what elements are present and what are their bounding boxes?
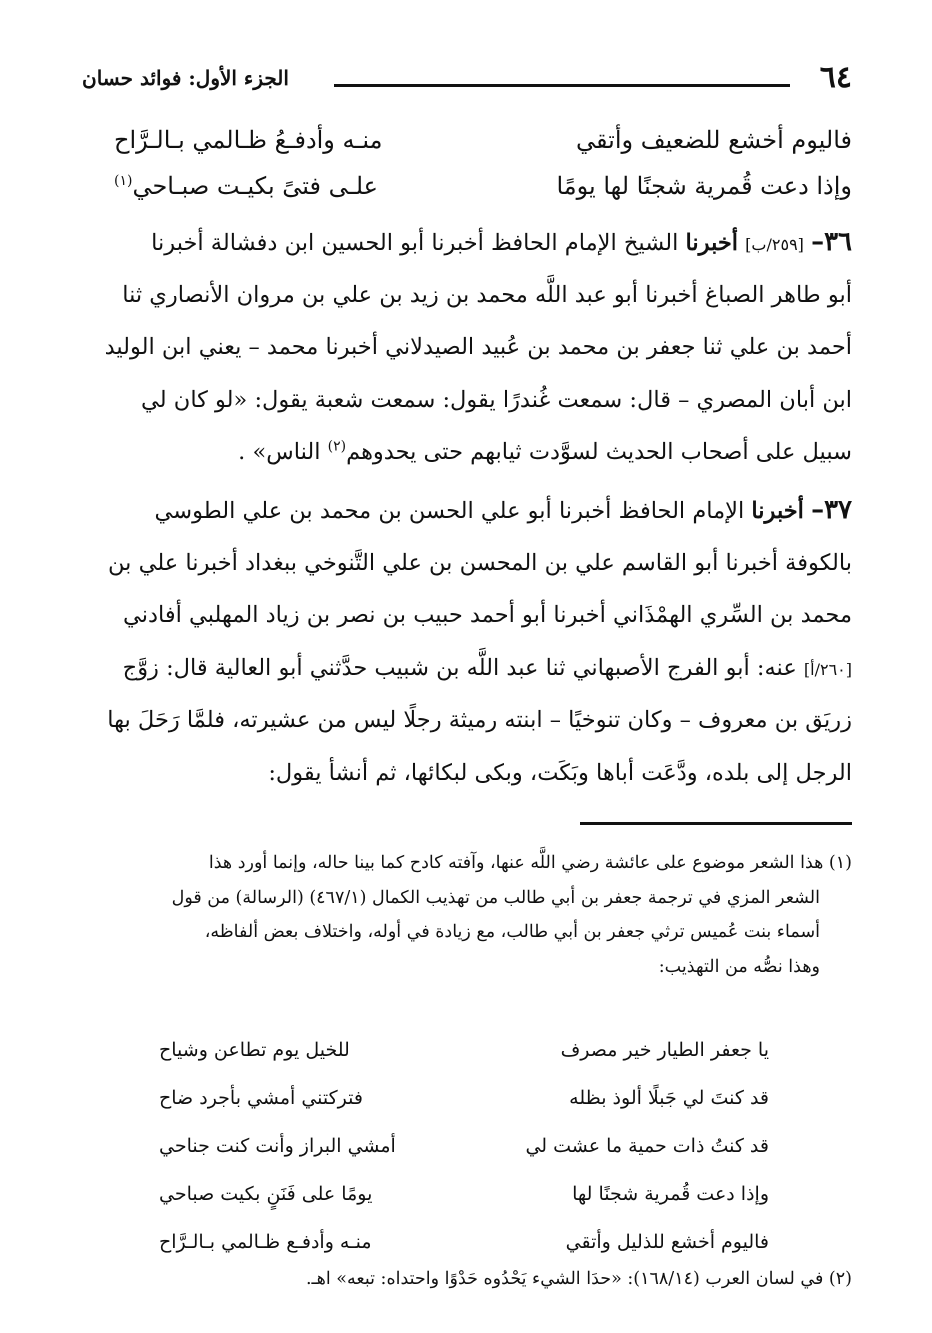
verse-second-hemistich: يومًا على فَنَنٍ بكيت صباحي xyxy=(159,1183,373,1205)
hadith-36 xyxy=(80,216,852,479)
footnote-line: (١) هذا الشعر موضوع على عائشة رضي اللَّه عنها، وآفته كادح كما بينا حاله، وإنما أورد هذا xyxy=(208,853,852,873)
footnote-verse xyxy=(159,1026,769,1074)
text-line: أبو طاهر الصباغ أخبرنا أبو عبد اللَّه محمد بن زيد بن علي بن مروان الأنصاري ثنا xyxy=(122,281,852,308)
footnote-verse xyxy=(159,1074,769,1122)
text-line: بالكوفة أخبرنا أبو القاسم علي بن المحسن بن علي التَّنوخي ببغداد أخبرنا علي بن xyxy=(108,549,852,576)
verse-second-hemistich: فتركتني أمشي بأجرد ضاح xyxy=(159,1087,363,1109)
text-line xyxy=(80,216,852,269)
verse-second-hemistich: للخيل يوم تطاعن وشياح xyxy=(159,1039,350,1061)
footnote-1 xyxy=(80,846,852,984)
header-rule xyxy=(334,84,790,87)
text-line: أحمد بن علي ثنا جعفر بن محمد بن عُبيد الصيدلاني أخبرنا محمد – يعني ابن الوليد xyxy=(104,334,852,361)
verse-second-hemistich xyxy=(114,162,378,210)
hadith-number: ٣٧– xyxy=(811,495,852,525)
footnote-line: وهذا نصُّه من التهذيب: xyxy=(658,956,820,977)
line-text: الشيخ الإمام الحافظ أخبرنا أبو الحسين ابن دفشالة أخبرنا xyxy=(151,230,686,256)
footnote-marker: (٢) xyxy=(327,438,347,455)
text-line xyxy=(80,484,852,537)
text-line: ابن أبان المصري – قال: سمعت غُندرًا يقول: سمعت شعبة يقول: «لو كان لي xyxy=(141,386,852,413)
lead-word: أخبرنا xyxy=(685,230,739,256)
verse-first-hemistich: يا جعفر الطيار خير مصرف xyxy=(560,1039,769,1061)
hadith-37 xyxy=(80,484,852,800)
text-line: محمد بن السِّري الهمْذَاني أخبرنا أبو أحمد حبيب بن نصر بن زياد المهلبي أفادني xyxy=(122,602,852,629)
text-line: زريَق بن معروف – وكان تنوخيًا – ابنته رميثة رجلًا ليس من عشيرته، فلمَّا رَحَلَ بها xyxy=(107,707,852,734)
footnote-verse xyxy=(159,1170,769,1218)
footnote-verse xyxy=(159,1218,769,1266)
verse-first-hemistich: وإذا دعت قُمرية شجنًا لها يومًا xyxy=(556,172,852,200)
footnote-line: (٢) في لسان العرب (١٦٨/١٤): «حدَا الشيء يَحْدُوه حَدْوًا واحتداه: تبعه» اهـ. xyxy=(305,1269,852,1289)
text-line: الرجل إلى بلده، ودَّعَت أباها وبَكَت، وبكى لبكائها، ثم أنشأ يقول: xyxy=(268,759,852,786)
page-header xyxy=(82,58,852,98)
verse-first-hemistich: وإذا دعت قُمرية شجنًا لها xyxy=(572,1183,769,1205)
page-number: ٦٤ xyxy=(819,60,852,95)
running-title: الجزء الأول: فوائد حسان xyxy=(82,66,289,90)
footnote-verse xyxy=(159,1122,769,1170)
verse-second-hemistich: أمشي البراز وأنت كنت جناحي xyxy=(159,1135,396,1157)
line-text: عنه: أبو الفرج الأصبهاني ثنا عبد اللَّه بن شبيب حدَّثني أبو العالية قال: زوَّج xyxy=(122,654,804,681)
verse-first-hemistich: قد كنتُ ذات حمية ما عشت لي xyxy=(525,1135,769,1157)
text-line xyxy=(80,642,852,695)
poem-verse xyxy=(114,162,852,210)
footnote-line: الشعر المزي في ترجمة جعفر بن أبي طالب من تهذيب الكمال (٤٦٧/١) (الرسالة) من قول xyxy=(171,887,820,908)
text-line xyxy=(80,426,852,479)
hadith-number: ٣٦– xyxy=(811,227,852,257)
verse-second-hemistich: منـه وأدفـع ظـالمي بـالـرَّاح xyxy=(159,1231,372,1253)
manuscript-ref: [٢٦٠/أ] xyxy=(803,659,852,679)
footnote-line: أسماء بنت عُميس ترثي جعفر بن أبي طالب، مع زيادة في أوله، واختلاف بعض ألفاظه، xyxy=(204,922,820,943)
verse-first-hemistich: فاليوم أخشع للضعيف وأتقي xyxy=(576,126,852,154)
line-text: الإمام الحافظ أخبرنا أبو علي الحسن بن محمد بن علي الطوسي xyxy=(154,498,752,524)
footnote-marker: (١) xyxy=(114,173,133,189)
line-text-end: الناس» . xyxy=(238,439,328,466)
verse-second-hemistich: منـه وأدفـعُ ظـالمي بـالـرَّاح xyxy=(114,126,383,154)
manuscript-ref: [٢٥٩/ب] xyxy=(745,235,804,254)
line-text: سبيل على أصحاب الحديث لسوَّدت ثيابهم حتى يحدوهم xyxy=(346,439,852,466)
verse-first-hemistich: قد كنتَ لي جَبلًا ألوذ بظله xyxy=(569,1087,769,1109)
poem-verse xyxy=(114,116,852,164)
lead-word: أخبرنا xyxy=(751,498,804,524)
verse-second-hemistich-text: علـى فتىً بكيـت صبـاحي xyxy=(132,172,378,200)
footnote-2 xyxy=(80,1262,852,1297)
footnote-separator xyxy=(580,822,852,825)
verse-first-hemistich: فاليوم أخشع للذليل وأتقي xyxy=(565,1231,769,1253)
